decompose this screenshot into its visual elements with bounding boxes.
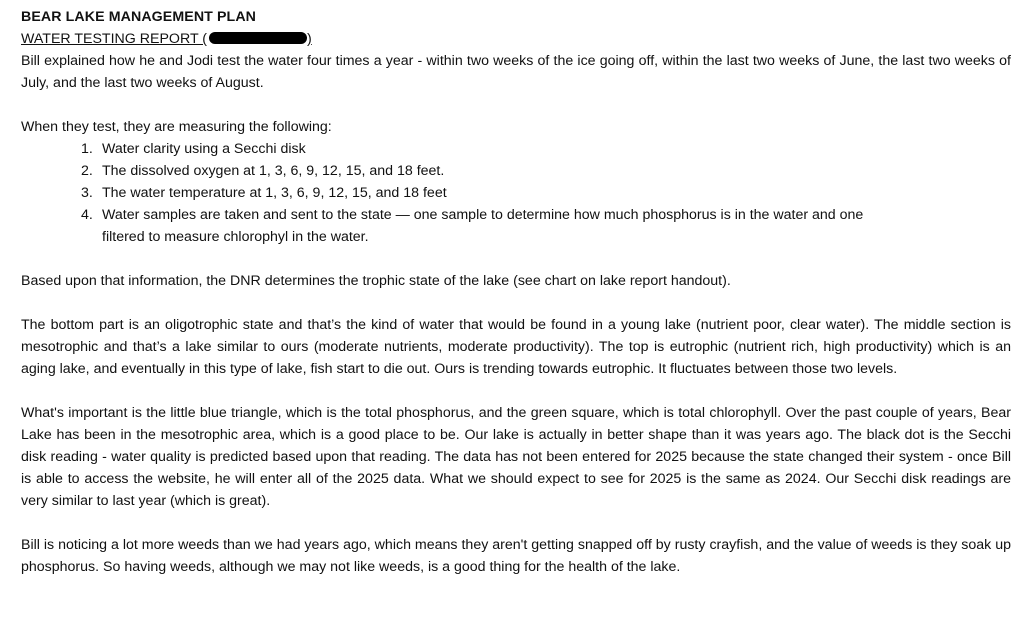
report-subtitle-suffix: ) xyxy=(307,31,312,47)
list-item xyxy=(21,204,902,248)
report-subtitle xyxy=(21,28,1011,50)
intro-paragraph: Bill explained how he and Jodi test the water four times a year - within two weeks of the ice going off, within the last two weeks of June, the last two weeks of July, and the last two weeks of August. xyxy=(21,53,1011,91)
report-subtitle-prefix: WATER TESTING REPORT ( xyxy=(21,31,208,47)
paragraph-spacer xyxy=(21,248,1011,270)
paragraph-spacer xyxy=(21,94,1011,116)
list-item-number: 2. xyxy=(81,163,93,179)
list-item xyxy=(21,160,902,182)
document-body xyxy=(21,6,1011,578)
list-item-text: Water samples are taken and sent to the state — one sample to determine how much phosphorus is in the water and one filtered to measure chlorophyl in the water. xyxy=(102,207,864,245)
dnr-paragraph: Based upon that information, the DNR determines the trophic state of the lake (see chart on lake report handout). xyxy=(21,273,731,289)
document-title: BEAR LAKE MANAGEMENT PLAN xyxy=(21,9,257,25)
list-item-number: 4. xyxy=(81,207,93,223)
redaction-mark xyxy=(209,32,307,44)
measurement-list xyxy=(21,138,1011,248)
measuring-intro-paragraph: When they test, they are measuring the following: xyxy=(21,119,332,135)
list-item xyxy=(21,182,902,204)
paragraph-spacer xyxy=(21,292,1011,314)
list-item-number: 1. xyxy=(81,141,93,157)
list-item-text: The dissolved oxygen at 1, 3, 6, 9, 12, 15, and 18 feet. xyxy=(102,163,445,179)
weeds-paragraph: Bill is noticing a lot more weeds than we had years ago, which means they aren't getting snapped off by rusty crayfish, and the value of weeds is they soak up phosphorus. So having weeds, although we may not like weeds, is a good thing for the health of the lake. xyxy=(21,537,1011,575)
paragraph-spacer xyxy=(21,512,1011,534)
paragraph-spacer xyxy=(21,380,1011,402)
trophic-states-paragraph: The bottom part is an oligotrophic state and that’s the kind of water that would be found in a young lake (nutrient poor, clear water). The middle section is mesotrophic and that’s a lake similar to ours (moderate nutrients, moderate productivity). The top is eutrophic (nutrient rich, high productivity) which is an aging lake, and eventually in this type of lake, fish start to die out. Ours is trending towards eutrophic. It fluctuates between those two levels. xyxy=(21,317,1011,377)
list-item-text: Water clarity using a Secchi disk xyxy=(102,141,306,157)
list-item-text: The water temperature at 1, 3, 6, 9, 12, 15, and 18 feet xyxy=(102,185,447,201)
chart-explanation-paragraph: What's important is the little blue triangle, which is the total phosphorus, and the green square, which is total chlorophyll. Over the past couple of years, Bear Lake has been in the mesotrophic area, which is a good place to be. Our lake is actually in better shape than it was years ago. The black dot is the Secchi disk reading - water quality is predicted based upon that reading. The data has not been entered for 2025 because the state changed their system - once Bill is able to access the website, he will enter all of the 2025 data. What we should expect to see for 2025 is the same as 2024. Our Secchi disk readings are very similar to last year (which is great). xyxy=(21,405,1011,509)
list-item xyxy=(21,138,902,160)
list-item-number: 3. xyxy=(81,185,93,201)
